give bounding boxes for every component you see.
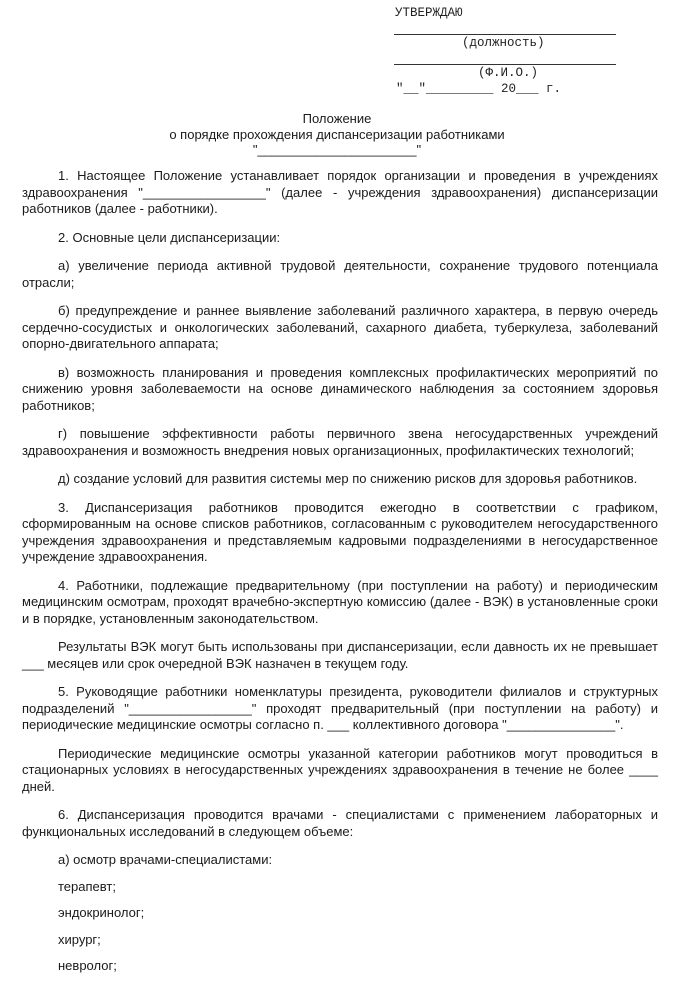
list-item-surgeon: хирург; — [58, 931, 101, 947]
list-item-neurologist: невролог; — [58, 958, 117, 973]
paragraph-2b: б) предупреждение и раннее выявление заболеваний различного характера, в первую очередь сердечно-сосудистых и онкологических заболеваний, сахарного диабета, туберкулеза, заболеваний опорно-двигательного аппарата; — [22, 303, 658, 351]
paragraph-2d: г) повышение эффективности работы первичного звена негосударственных учреждений здравоохранения и возможность внедрения новых организационных, профилактических технологий; — [22, 426, 658, 458]
organization-blank: "______________________" — [252, 142, 422, 157]
paragraph-1: 1. Настоящее Положение устанавливает порядок организации и проведения в учреждениях здравоохранения "_________________" (далее - учреждения здравоохранения) диспансеризации работников (далее - работники). — [22, 168, 658, 216]
name-hint: (Ф.И.О.) — [478, 66, 539, 80]
document-subtitle: о порядке прохождения диспансеризации работниками — [169, 127, 505, 142]
paragraph-5: 5. Руководящие работники номенклатуры президента, руководители филиалов и структурных подразделений "_________________" проходят предварительный (при поступлении на работу) и периодические медицинские осмотры согласно п. ___ коллективного договора "_______________". — [22, 684, 658, 732]
position-hint: (должность) — [462, 36, 545, 50]
paragraph-3: 3. Диспансеризация работников проводится ежегодно в соответствии с графиком, сформированным на основе списков работников, согласованным с руководителем негосударственного учреждения здравоохранения и представляемым кадровыми подразделениями в негосударственное учреждение здравоохранения. — [22, 499, 658, 564]
document-body — [22, 168, 658, 985]
position-blank-line — [394, 34, 616, 35]
paragraph-6: 6. Диспансеризация проводится врачами - специалистами с применением лабораторных и функциональных исследований в следующем объеме: — [22, 807, 658, 839]
list-item-therapist: терапевт; — [58, 878, 116, 894]
document-title: Положение — [302, 111, 372, 126]
paragraph-5-periodic: Периодические медицинские осмотры указанной категории работников могут проводиться в стационарных условиях в негосударственных учреждениях здравоохранения в течение не более ____ дней. — [22, 745, 658, 794]
approval-date: "__"_________ 20___ г. — [396, 82, 562, 96]
paragraph-6a: а) осмотр врачами-специалистами: — [58, 852, 273, 867]
paragraph-2e: д) создание условий для развития системы мер по снижению рисков для здоровья работников. — [58, 471, 638, 486]
paragraph-2: 2. Основные цели диспансеризации: — [58, 229, 281, 245]
paragraph-2c: в) возможность планирования и проведения комплексных профилактических мероприятий по снижению уровня заболеваемости на основе динамического наблюдения за состоянием здоровья работников; — [22, 364, 658, 413]
name-blank-line — [394, 64, 616, 65]
paragraph-4-results: Результаты ВЭК могут быть использованы при диспансеризации, если давность их не превышает ___ месяцев или срок очередной ВЭК назначен в текущем году. — [22, 639, 658, 671]
approval-label: УТВЕРЖДАЮ — [395, 6, 463, 20]
paragraph-4: 4. Работники, подлежащие предварительному (при поступлении на работу) и периодическим медицинским осмотрам, проходят врачебно-экспертную комиссию (далее - ВЭК) в установленные сроки и в порядке, установленным законодательством. — [22, 577, 658, 626]
list-item-endocrinologist: эндокринолог; — [58, 905, 145, 920]
paragraph-2a: а) увеличение периода активной трудовой деятельности, сохранение трудового потенциала отрасли; — [22, 258, 658, 290]
